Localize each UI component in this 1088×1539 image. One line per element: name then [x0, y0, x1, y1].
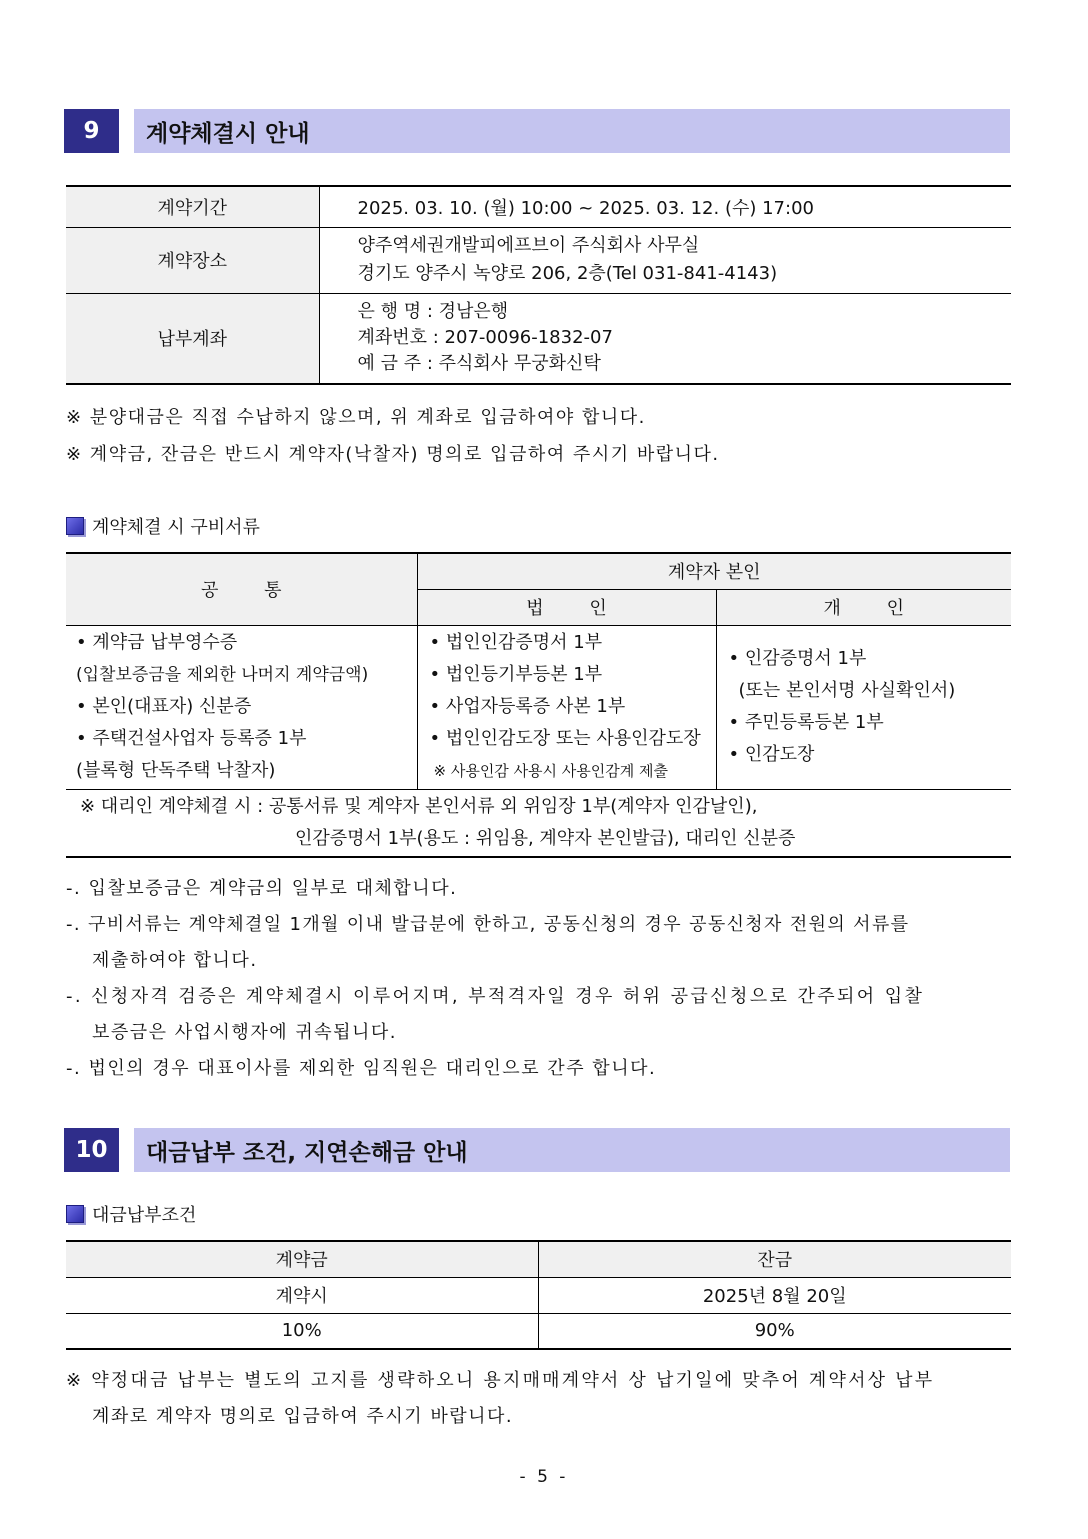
deposit-timing: 계약시 [66, 1277, 538, 1313]
payment-note-line: 계좌로 계약자 명의로 입금하여 주시기 바랍니다. [92, 1406, 514, 1427]
payment-account-value [319, 293, 1011, 384]
bullet-line: 제출하여야 합니다. [92, 950, 258, 971]
contract-place-value [319, 227, 1011, 293]
bullet-line: -. 신청자격 검증은 계약체결시 이루어지며, 부적격자일 경우 허위 공급신청으로 간주되어 입찰 [66, 986, 925, 1007]
corp-doc-item: • 사업자등록증 사본 1부 [429, 696, 626, 717]
section-9-title: 계약체결시 안내 [134, 109, 1010, 153]
account-number-line: 계좌번호 : 207-0096-1832-07 [357, 327, 613, 349]
payment-note-line: ※ 약정대금 납부는 별도의 고지를 생략하오니 용지매매계약서 상 납기일에 맞추어 계약서상 납부 [66, 1370, 935, 1391]
agent-note-line: 인감증명서 1부(용도 : 위임용, 계약자 본인발급), 대리인 신분증 [295, 827, 796, 849]
indiv-doc-item: • 인감도장 [728, 744, 815, 765]
balance-header: 잔금 [538, 1241, 1011, 1277]
common-docs-cell [66, 625, 417, 789]
contract-period-value: 2025. 03. 10. (월) 10:00 ~ 2025. 03. 12. (수) 17:00 [357, 197, 814, 219]
corp-docs-cell [417, 625, 716, 789]
common-header: 공 통 [66, 553, 417, 625]
payment-account-label: 납부계좌 [66, 293, 319, 384]
bullet-square-icon [66, 517, 84, 535]
required-docs-table [66, 552, 1011, 858]
indiv-docs-cell [716, 625, 1011, 789]
common-doc-item: • 본인(대표자) 신분증 [76, 696, 252, 717]
payment-conditions-table [66, 1240, 1011, 1350]
principal-header: 계약자 본인 [417, 553, 1011, 589]
agent-note-line: ※ 대리인 계약체결 시 : 공통서류 및 계약자 본인서류 외 위임장 1부(계약자 인감날인), [80, 795, 758, 817]
bullet-line: -. 법인의 경우 대표이사를 제외한 임직원은 대리인으로 간주 합니다. [66, 1058, 657, 1079]
deposit-ratio: 10% [66, 1313, 538, 1349]
corp-header: 법 인 [417, 589, 716, 625]
common-doc-item: • 주택건설사업자 등록증 1부 [76, 728, 307, 749]
bullet-line: -. 구비서류는 계약체결일 1개월 이내 발급분에 한하고, 공동신청의 경우 공동신청자 전원의 서류를 [66, 914, 910, 935]
agent-note-cell [66, 789, 1011, 857]
contract-period-label: 계약기간 [66, 186, 319, 227]
corp-doc-item: • 법인인감증명서 1부 [429, 632, 603, 653]
account-holder-line: 예 금 주 : 주식회사 무궁화신탁 [357, 353, 601, 375]
indiv-header: 개 인 [716, 589, 1011, 625]
contract-place-line: 경기도 양주시 녹양로 206, 2층(Tel 031-841-4143) [357, 263, 778, 284]
indiv-doc-item: • 인감증명서 1부 [728, 648, 867, 669]
docs-heading-text: 계약체결 시 구비서류 [92, 517, 260, 538]
common-doc-item: (블록형 단독주택 낙찰자) [76, 760, 276, 781]
indiv-doc-item: • 주민등록등본 1부 [728, 712, 884, 733]
payment-conditions-heading [66, 1201, 196, 1227]
bullet-line: 보증금은 사업시행자에 귀속됩니다. [92, 1022, 397, 1043]
bank-name-line: 은 행 명 : 경남은행 [357, 301, 509, 323]
balance-ratio: 90% [754, 1320, 795, 1342]
contract-place-line: 양주역세권개발피에프브이 주식회사 사무실 [357, 235, 700, 256]
section-10-number: 10 [64, 1128, 119, 1172]
corp-doc-item: • 법인인감도장 또는 사용인감도장 [429, 728, 701, 749]
indiv-doc-item: (또는 본인서명 사실확인서) [738, 680, 956, 701]
common-doc-item: • 계약금 납부영수증 [76, 632, 238, 653]
section-9-number: 9 [64, 109, 119, 153]
balance-timing: 2025년 8월 20일 [702, 1286, 847, 1307]
contract-info-table [66, 185, 1011, 385]
page-number: - 5 - [519, 1467, 569, 1487]
payment-conditions-heading-text: 대금납부조건 [92, 1205, 197, 1226]
section-10-title: 대금납부 조건, 지연손해금 안내 [134, 1128, 1010, 1172]
note-line: ※ 분양대금은 직접 수납하지 않으며, 위 계좌로 입금하여야 합니다. [66, 407, 646, 428]
note-line: ※ 계약금, 잔금은 반드시 계약자(낙찰자) 명의로 입금하여 주시기 바랍니다. [66, 444, 720, 465]
corp-doc-note: ※ 사용인감 사용시 사용인감계 제출 [433, 762, 669, 780]
bullet-square-icon [66, 1205, 84, 1223]
docs-heading [66, 513, 260, 539]
common-doc-item: (입찰보증금을 제외한 나머지 계약금액) [76, 665, 369, 685]
corp-doc-item: • 법인등기부등본 1부 [429, 664, 603, 685]
contract-place-label: 계약장소 [66, 227, 319, 293]
deposit-header: 계약금 [66, 1241, 538, 1277]
bullet-line: -. 입찰보증금은 계약금의 일부로 대체합니다. [66, 878, 458, 899]
